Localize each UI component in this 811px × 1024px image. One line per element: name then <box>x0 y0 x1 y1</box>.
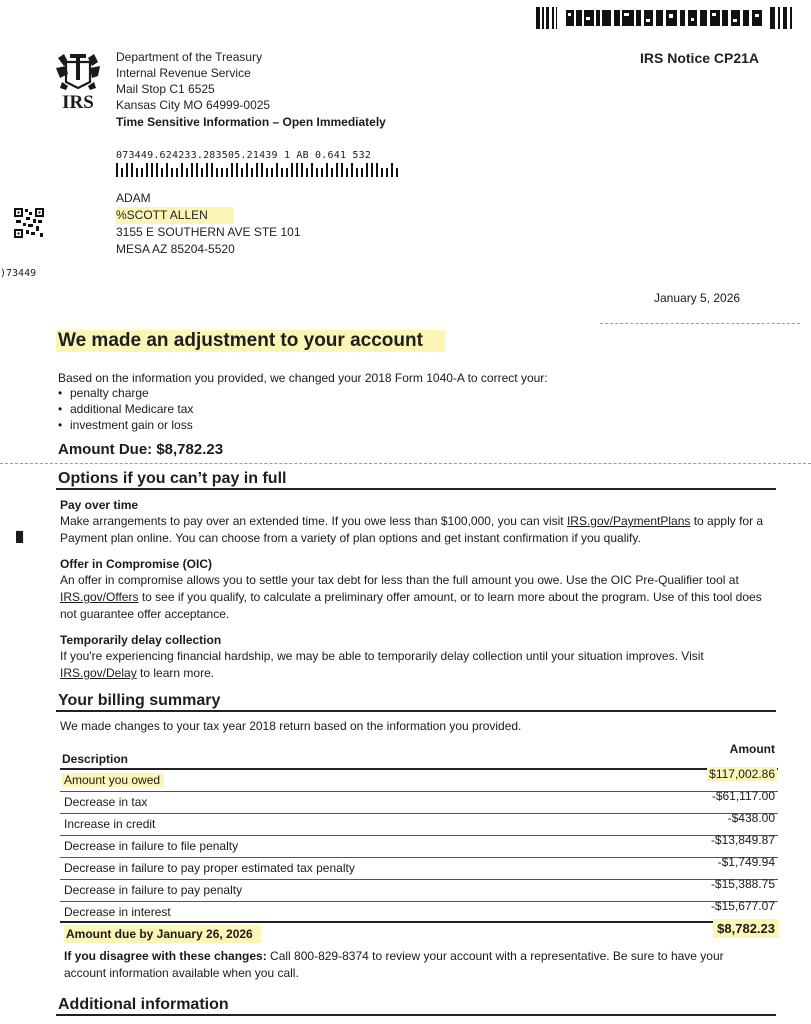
option-text <box>60 513 772 547</box>
table-row-amount: -$438.00 <box>727 811 775 825</box>
urgent-notice: Time Sensitive Information – Open Immediately <box>116 115 386 129</box>
sender-line: Department of the Treasury <box>116 50 263 64</box>
table-row-amount: -$15,677.07 <box>710 899 775 913</box>
recipient-line: ADAM <box>116 191 151 205</box>
list-item: • investment gain or loss <box>70 418 193 432</box>
billing-intro: We made changes to your tax year 2018 return based on the information you provided. <box>60 719 522 733</box>
mail-code: 073449.624233.283505.21439 1 AB 0.641 532 <box>116 150 372 161</box>
page-title: We made an adjustment to your account <box>56 330 445 352</box>
table-row-amount: $117,002.86 <box>709 767 775 781</box>
table-rule <box>60 857 778 858</box>
table-rule <box>60 879 778 880</box>
table-rule <box>60 791 778 792</box>
margin-mark: █ <box>16 532 24 543</box>
option-title: Pay over time <box>60 498 139 512</box>
option-text-part: Make arrangements to pay over an extended time. If you owe less than $100,000, you can visit <box>60 514 567 528</box>
irs-logo-text: IRS <box>62 92 94 110</box>
list-item: • penalty charge <box>70 386 149 400</box>
table-row-label: Increase in credit <box>64 817 156 831</box>
table-rule <box>60 835 778 836</box>
table-row-amount: -$15,388.75 <box>710 877 775 891</box>
table-row-label: Decrease in failure to pay penalty <box>64 883 243 897</box>
option-title: Offer in Compromise (OIC) <box>60 557 213 571</box>
delay-link[interactable]: IRS.gov/Delay <box>60 666 137 680</box>
offers-link[interactable]: IRS.gov/Offers <box>60 590 139 604</box>
amount-due-by-label: Amount due by January 26, 2026 <box>64 925 261 943</box>
table-row-label: Decrease in failure to file penalty <box>64 839 239 853</box>
disagree-text <box>64 948 764 982</box>
section-rule <box>56 488 776 490</box>
table-rule <box>60 768 778 770</box>
disagree-lead: If you disagree with these changes: <box>64 949 267 963</box>
notice-id: IRS Notice CP21A <box>640 50 760 66</box>
divider <box>600 323 800 324</box>
list-item: • additional Medicare tax <box>70 402 193 416</box>
option-text <box>60 572 772 623</box>
disagree-body: Call 800-829-8374 to review your account with a representative. Be sure to have your account information available when you call. <box>64 949 724 980</box>
option-title: Temporarily delay collection <box>60 633 222 647</box>
table-rule <box>60 813 778 814</box>
section-rule <box>56 710 776 712</box>
irs-logo <box>52 52 104 110</box>
option-text-part: If you're experiencing financial hardship, we may be able to temporarily delay collection until your situation improves. Visit <box>60 649 704 663</box>
option-text-part: to see if you qualify, to calculate a preliminary offer amount, or to learn more about the program. Use of this tool does not guarantee offer acceptance. <box>60 590 762 621</box>
table-row-amount: -$1,749.94 <box>717 855 775 869</box>
table-row-amount: -$13,849.87 <box>710 833 775 847</box>
divider <box>0 463 811 464</box>
amount-due: Amount Due: $8,782.23 <box>58 441 224 458</box>
section-title-billing: Your billing summary <box>58 692 221 709</box>
recipient-line: MESA AZ 85204-5520 <box>116 242 235 256</box>
column-header-amount: Amount <box>729 742 775 756</box>
postal-barcode-image <box>116 163 400 177</box>
side-reference-number: )73449 <box>0 268 37 279</box>
table-row-label: Decrease in interest <box>64 905 171 919</box>
section-title-additional: Additional information <box>58 996 229 1013</box>
column-header-description: Description <box>62 752 129 766</box>
option-text-part: to learn more. <box>136 666 215 680</box>
recipient-line: %SCOTT ALLEN <box>116 207 234 224</box>
table-row-label: Decrease in failure to pay proper estimated tax penalty <box>64 861 355 875</box>
table-row-amount: -$61,117.00 <box>711 789 775 803</box>
section-rule <box>56 1014 776 1016</box>
barcode-image <box>536 7 794 29</box>
intro-text: Based on the information you provided, we changed your 2018 Form 1040-A to correct your: <box>58 371 548 385</box>
amount-due-total: $8,782.23 <box>713 919 779 938</box>
qr-code-image <box>14 208 44 238</box>
payment-plans-link[interactable]: IRS.gov/PaymentPlans <box>566 514 691 528</box>
sender-line: Mail Stop C1 6525 <box>116 82 215 96</box>
sender-line: Internal Revenue Service <box>116 66 251 80</box>
table-row-label: Decrease in tax <box>64 795 148 809</box>
table-rule <box>60 901 778 902</box>
table-row-label: Amount you owed <box>62 773 164 787</box>
option-text <box>60 648 772 682</box>
section-title-options: Options if you can’t pay in full <box>58 470 287 487</box>
notice-date: January 5, 2026 <box>654 291 741 305</box>
recipient-line: 3155 E SOUTHERN AVE STE 101 <box>116 225 301 239</box>
sender-line: Kansas City MO 64999-0025 <box>116 98 271 112</box>
table-rule <box>60 921 778 923</box>
option-text-part: to apply for a Payment plan online. You can choose from a variety of plan options and get instant confirmation if you qualify. <box>60 514 764 545</box>
option-text-part: An offer in compromise allows you to settle your tax debt for less than the full amount you owe. Use the OIC Pre-Qualifier tool at <box>60 573 739 587</box>
